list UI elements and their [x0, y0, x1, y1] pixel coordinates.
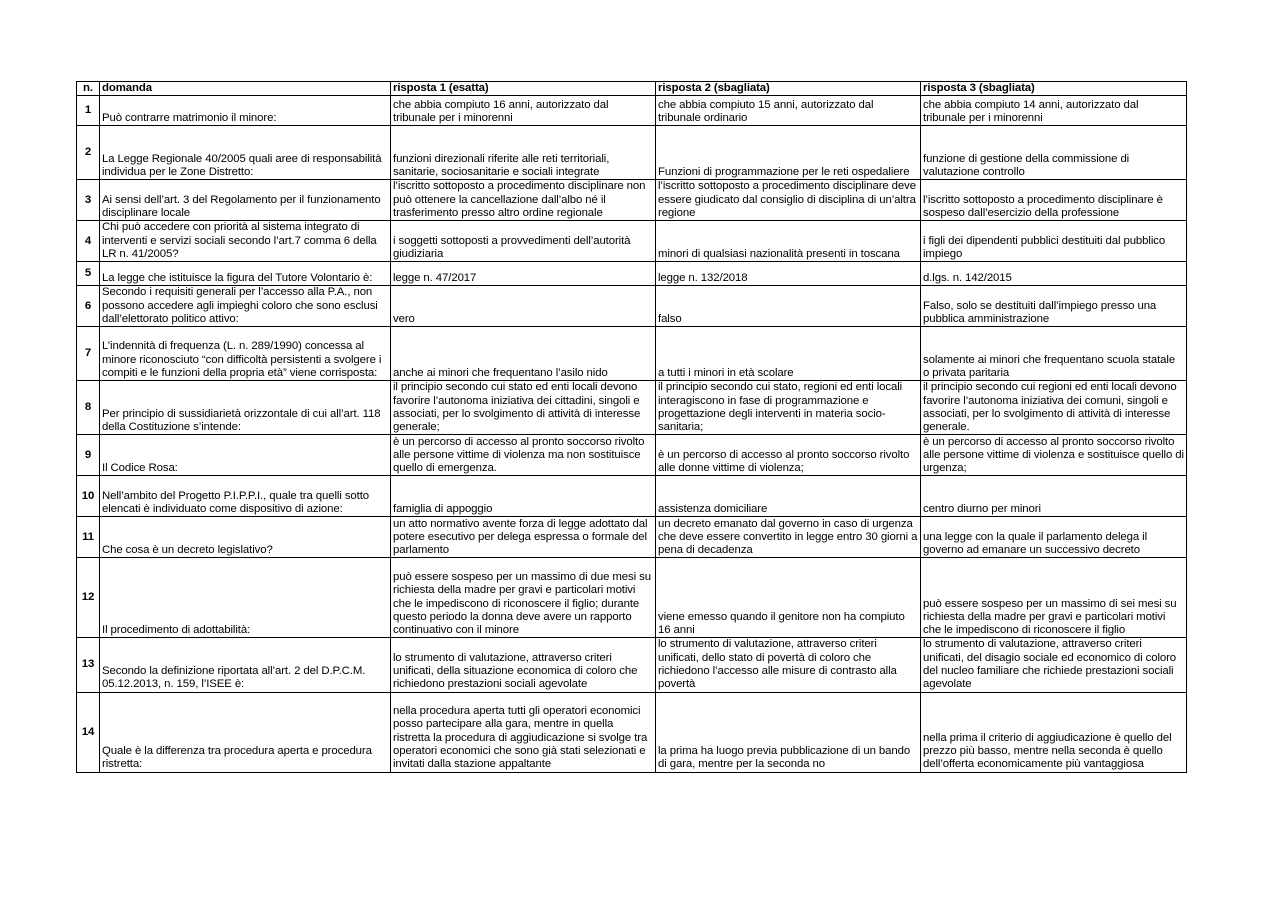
header-row [77, 82, 1187, 96]
row-number: 7 [77, 327, 100, 381]
answer-3-cell: nella prima il criterio di aggiudicazione è quello del prezzo più basso, mentre nella seconda è quello dell’offerta economicamente più vantaggiosa [921, 692, 1187, 772]
row-number: 9 [77, 435, 100, 476]
answer-1-cell: il principio secondo cui stato ed enti locali devono favorire l’autonoma iniziativa dei cittadini, singoli e associati, per lo svolgimento di attività di interesse generale; [391, 381, 656, 435]
table-row [77, 286, 1187, 327]
table-row [77, 221, 1187, 262]
answer-1-cell: vero [391, 286, 656, 327]
answer-3-cell: il principio secondo cui regioni ed enti locali devono favorire l’autonoma iniziativa dei comuni, singoli e associati, per lo svolgimento di attività di interesse generale. [921, 381, 1187, 435]
question-cell: Può contrarre matrimonio il minore: [100, 96, 391, 126]
answer-1-cell: un atto normativo avente forza di legge adottato dal potere esecutivo per delega espressa o formale del parlamento [391, 517, 656, 558]
answer-3-cell: centro diurno per minori [921, 476, 1187, 517]
answer-2-cell: Funzioni di programmazione per le reti ospedaliere [656, 126, 921, 180]
question-cell: Il procedimento di adottabilità: [100, 558, 391, 638]
question-cell: Nell’ambito del Progetto P.I.P.P.I., quale tra quelli sotto elencati è individuato come dispositivo di azione: [100, 476, 391, 517]
header-question: domanda [100, 82, 391, 96]
question-cell: L’indennità di frequenza (L. n. 289/1990) concessa al minore riconosciuto “con difficoltà persistenti a svolgere i compiti e le funzioni della propria età” viene corrisposta: [100, 327, 391, 381]
question-cell: Il Codice Rosa: [100, 435, 391, 476]
table-row [77, 381, 1187, 435]
question-cell: Secondo i requisiti generali per l’accesso alla P.A., non possono accedere agli impieghi coloro che sono esclusi dall’elettorato politico attivo: [100, 286, 391, 327]
row-number: 8 [77, 381, 100, 435]
answer-1-cell: funzioni direzionali riferite alle reti territoriali, sanitarie, sociosanitarie e sociali integrate [391, 126, 656, 180]
answer-1-cell: che abbia compiuto 16 anni, autorizzato dal tribunale per i minorenni [391, 96, 656, 126]
answer-1-cell: i soggetti sottoposti a provvedimenti dell’autorità giudiziaria [391, 221, 656, 262]
answer-3-cell: funzione di gestione della commissione di valutazione controllo [921, 126, 1187, 180]
header-answer-1: risposta 1 (esatta) [391, 82, 656, 96]
header-answer-3: risposta 3 (sbagliata) [921, 82, 1187, 96]
answer-3-cell: che abbia compiuto 14 anni, autorizzato dal tribunale per i minorenni [921, 96, 1187, 126]
question-cell: Per principio di sussidiarietà orizzontale di cui all’art. 118 della Costituzione s’intende: [100, 381, 391, 435]
answer-2-cell: assistenza domiciliare [656, 476, 921, 517]
row-number: 13 [77, 638, 100, 692]
answer-2-cell: la prima ha luogo previa pubblicazione di un bando di gara, mentre per la seconda no [656, 692, 921, 772]
answer-2-cell: a tutti i minori in età scolare [656, 327, 921, 381]
row-number: 6 [77, 286, 100, 327]
table-row [77, 638, 1187, 692]
answer-1-cell: nella procedura aperta tutti gli operatori economici posso partecipare alla gara, mentre in quella ristretta la procedura di aggiudicazione si svolge tra operatori economici che sono già stati selezionati e invitati dalla stazione appaltante [391, 692, 656, 772]
answer-1-cell: l’iscritto sottoposto a procedimento disciplinare non può ottenere la cancellazione dall’albo né il trasferimento presso altro ordine regionale [391, 180, 656, 221]
row-number: 4 [77, 221, 100, 262]
table-row [77, 558, 1187, 638]
table-row [77, 262, 1187, 286]
table-row [77, 126, 1187, 180]
table-row [77, 692, 1187, 772]
answer-2-cell: viene emesso quando il genitore non ha compiuto 16 anni [656, 558, 921, 638]
answer-2-cell: minori di qualsiasi nazionalità presenti in toscana [656, 221, 921, 262]
answer-3-cell: una legge con la quale il parlamento delega il governo ad emanare un successivo decreto [921, 517, 1187, 558]
answer-1-cell: anche ai minori che frequentano l’asilo nido [391, 327, 656, 381]
row-number: 10 [77, 476, 100, 517]
answer-2-cell: l’iscritto sottoposto a procedimento disciplinare deve essere giudicato dal consiglio di disciplina di un’altra regione [656, 180, 921, 221]
table-row [77, 96, 1187, 126]
answer-1-cell: famiglia di appoggio [391, 476, 656, 517]
question-cell: La Legge Regionale 40/2005 quali aree di responsabilità individua per le Zone Distretto: [100, 126, 391, 180]
answer-2-cell: è un percorso di accesso al pronto soccorso rivolto alle donne vittime di violenza; [656, 435, 921, 476]
quiz-table [76, 81, 1187, 773]
answer-3-cell: è un percorso di accesso al pronto soccorso rivolto alle persone vittime di violenza e sostituisce quello di urgenza; [921, 435, 1187, 476]
answer-2-cell: il principio secondo cui stato, regioni ed enti locali interagiscono in fase di programmazione e progettazione degli interventi in materia socio-sanitaria; [656, 381, 921, 435]
answer-3-cell: lo strumento di valutazione, attraverso criteri unificati, del disagio sociale ed economico di coloro del nucleo familiare che richiede prestazioni sociali agevolate [921, 638, 1187, 692]
row-number: 11 [77, 517, 100, 558]
answer-3-cell: i figli dei dipendenti pubblici destituiti dal pubblico impiego [921, 221, 1187, 262]
table-row [77, 180, 1187, 221]
answer-3-cell: può essere sospeso per un massimo di sei mesi su richiesta della madre per gravi e particolari motivi che le impediscono di riconoscere il figlio [921, 558, 1187, 638]
answer-2-cell: legge n. 132/2018 [656, 262, 921, 286]
answer-1-cell: lo strumento di valutazione, attraverso criteri unificati, della situazione economica di coloro che richiedono prestazioni sociali agevolate [391, 638, 656, 692]
answer-3-cell: Falso, solo se destituiti dall’impiego presso una pubblica amministrazione [921, 286, 1187, 327]
row-number: 5 [77, 262, 100, 286]
question-cell: Chi può accedere con priorità al sistema integrato di interventi e servizi sociali secondo l’art.7 comma 6 della LR n. 41/2005? [100, 221, 391, 262]
header-num: n. [77, 82, 100, 96]
answer-2-cell: che abbia compiuto 15 anni, autorizzato dal tribunale ordinario [656, 96, 921, 126]
question-cell: Che cosa è un decreto legislativo? [100, 517, 391, 558]
question-cell: Ai sensi dell’art. 3 del Regolamento per il funzionamento disciplinare locale [100, 180, 391, 221]
row-number: 1 [77, 96, 100, 126]
question-cell: Secondo la definizione riportata all’art. 2 del D.P.C.M. 05.12.2013, n. 159, l’ISEE è: [100, 638, 391, 692]
answer-1-cell: è un percorso di accesso al pronto soccorso rivolto alle persone vittime di violenza ma non sostituisce quello di emergenza. [391, 435, 656, 476]
answer-3-cell: solamente ai minori che frequentano scuola statale o privata paritaria [921, 327, 1187, 381]
row-number: 14 [77, 692, 100, 772]
row-number: 2 [77, 126, 100, 180]
table-row [77, 517, 1187, 558]
question-cell: La legge che istituisce la figura del Tutore Volontario è: [100, 262, 391, 286]
row-number: 12 [77, 558, 100, 638]
answer-2-cell: falso [656, 286, 921, 327]
answer-1-cell: legge n. 47/2017 [391, 262, 656, 286]
header-answer-2: risposta 2 (sbagliata) [656, 82, 921, 96]
row-number: 3 [77, 180, 100, 221]
table-row [77, 435, 1187, 476]
answer-1-cell: può essere sospeso per un massimo di due mesi su richiesta della madre per gravi e particolari motivi che le impediscono di riconoscere il figlio; durante questo periodo la donna deve avere un rapporto continuativo con il minore [391, 558, 656, 638]
answer-2-cell: lo strumento di valutazione, attraverso criteri unificati, dello stato di povertà di coloro che richiedono l’accesso alle misure di contrasto alla povertà [656, 638, 921, 692]
question-cell: Quale è la differenza tra procedura aperta e procedura ristretta: [100, 692, 391, 772]
answer-2-cell: un decreto emanato dal governo in caso di urgenza che deve essere convertito in legge entro 30 giorni a pena di decadenza [656, 517, 921, 558]
table-row [77, 476, 1187, 517]
answer-3-cell: l’iscritto sottoposto a procedimento disciplinare è sospeso dall’esercizio della professione [921, 180, 1187, 221]
table-row [77, 327, 1187, 381]
answer-3-cell: d.lgs. n. 142/2015 [921, 262, 1187, 286]
